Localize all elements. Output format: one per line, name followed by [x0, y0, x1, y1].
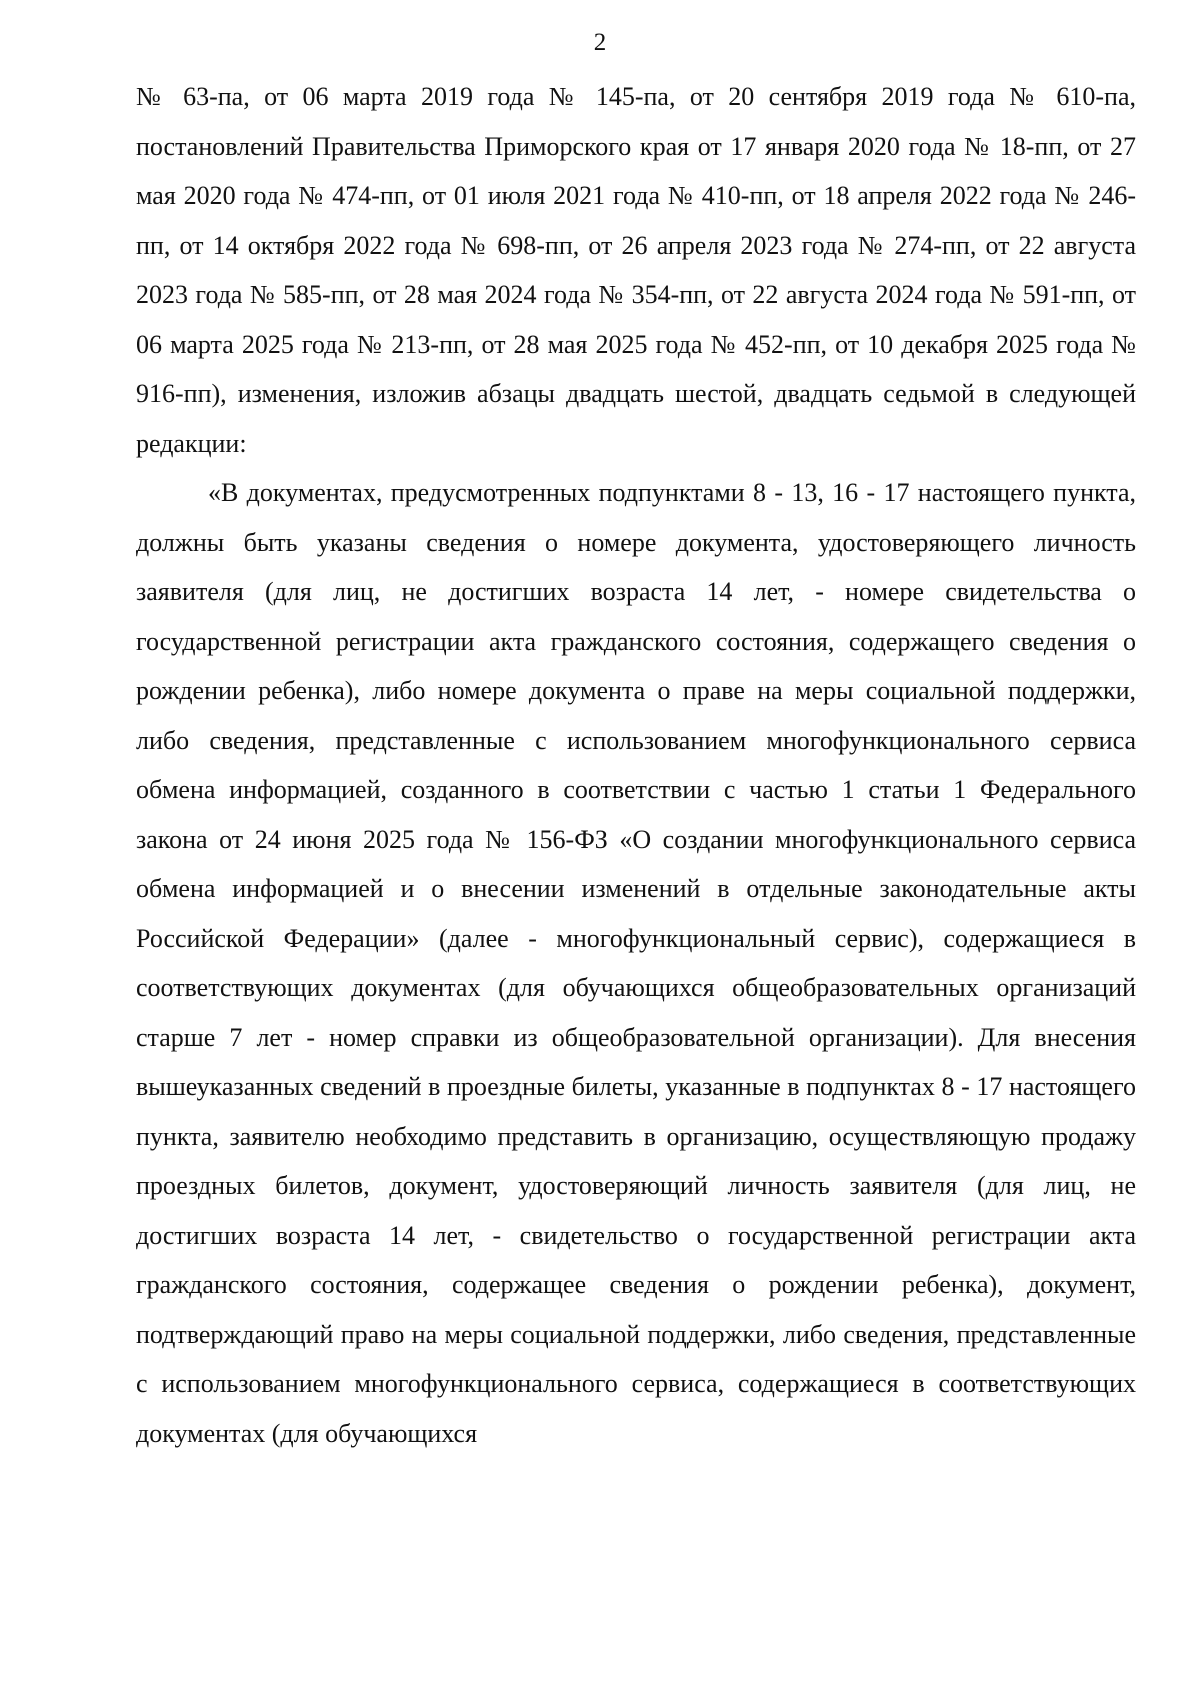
document-body [136, 72, 1136, 1458]
paragraph-new-wording: «В документах, предусмотренных подпунктами 8 - 13, 16 - 17 настоящего пункта, должны быть указаны сведения о номере документа, удостоверяющего личность заявителя (для лиц, не достигших возраста 14 лет, - номере свидетельства о государственной регистрации акта гражданского состояния, содержащего сведения о рождении ребенка), либо номере документа о праве на меры социальной поддержки, либо сведения, представленные с использованием многофункционального сервиса обмена информацией, созданного в соответствии с частью 1 статьи 1 Федерального закона от 24 июня 2025 года № 156-ФЗ «О создании многофункционального сервиса обмена информацией и о внесении изменений в отдельные законодательные акты Российской Федерации» (далее - многофункциональный сервис), содержащиеся в соответствующих документах (для обучающихся общеобразовательных организаций старше 7 лет - номер справки из общеобразовательной организации). Для внесения вышеуказанных сведений в проездные билеты, указанные в подпунктах 8 - 17 настоящего пункта, заявителю необходимо представить в организацию, осуществляющую продажу проездных билетов, документ, удостоверяющий личность заявителя (для лиц, не достигших возраста 14 лет, - свидетельство о государственной регистрации акта гражданского состояния, содержащее сведения о рождении ребенка), документ, подтверждающий право на меры социальной поддержки, либо сведения, представленные с использованием многофункционального сервиса, содержащиеся в соответствующих документах (для обучающихся [136, 478, 1136, 1448]
page-number: 2 [593, 29, 607, 56]
paragraph-amendment-list: № 63-па, от 06 марта 2019 года № 145-па, от 20 сентября 2019 года № 610-па, постановлений Правительства Приморского края от 17 января 2020 года № 18-пп, от 27 мая 2020 года № 474-пп, от 01 июля 2021 года № 410-пп, от 18 апреля 2022 года № 246-пп, от 14 октября 2022 года № 698-пп, от 26 апреля 2023 года № 274-пп, от 22 августа 2023 года № 585-пп, от 28 мая 2024 года № 354-пп, от 22 августа 2024 года № 591-пп, от 06 марта 2025 года № 213-пп, от 28 мая 2025 года № 452-пп, от 10 декабря 2025 года № 916-пп), изменения, изложив абзацы двадцать шестой, двадцать седьмой в следующей редакции: [136, 82, 1136, 458]
